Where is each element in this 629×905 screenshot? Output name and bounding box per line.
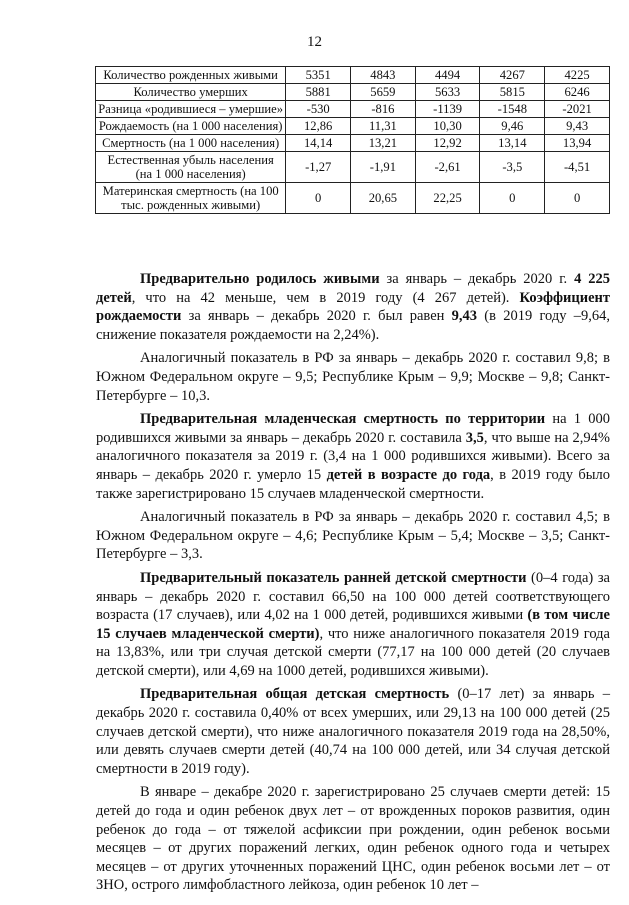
table-cell: 4843	[351, 67, 416, 84]
table-cell: 4494	[415, 67, 480, 84]
bold-phrase: (в том числе 15 случаев младенческой смерти)	[96, 607, 610, 642]
table-cell: 13,94	[545, 135, 610, 152]
table-cell: -1,91	[351, 152, 416, 183]
paragraph-early-child-mortality	[96, 569, 610, 681]
table-cell: -3,5	[480, 152, 545, 183]
table-row	[96, 84, 610, 101]
text-span: , что выше на 2,94% аналогичного показателя за 2019 г. (3,4 на 1 000 родившихся живыми). Всего за январь – декабрь 2020 г. умерло 15	[96, 429, 610, 483]
body-text	[96, 270, 610, 895]
table-cell: 5633	[415, 84, 480, 101]
table-cell: -816	[351, 101, 416, 118]
table-cell: 0	[286, 183, 351, 214]
table-cell: 12,86	[286, 118, 351, 135]
table-row	[96, 183, 610, 214]
table-cell: -2021	[545, 101, 610, 118]
table-cell: -1548	[480, 101, 545, 118]
statistics-table	[95, 66, 610, 214]
table-cell: -1139	[415, 101, 480, 118]
paragraph-death-causes: В январе – декабре 2020 г. зарегистрировано 25 случаев смерти детей: 15 детей до года и один ребенок двух лет – от врожденных пороков развития, один ребенок до года – от тяжелой асфиксии при рождении, один ребенок восьми месяцев – от других поражений легких, один ребенок одного года и четырех месяцев – от других уточненных поражений ЦНС, один ребенок восьми лет – от ЗНО, острого лимфобластного лейкоза, один ребенок 10 лет –	[96, 784, 610, 894]
text-span: (0–4 года) за январь – декабрь 2020 г. составил 66,50 на 100 000 детей соответствующего возраста (17 случаев), или 4,02 на 1 000 детей, родившихся живыми	[96, 569, 610, 624]
paragraph-birth-rate	[96, 270, 610, 344]
row-label: Разница «родившиеся – умершие»	[96, 101, 286, 118]
text-span: на 1 000 родившихся живыми за январь – декабрь 2020 г. составила	[96, 411, 610, 446]
table-cell: -1,27	[286, 152, 351, 183]
table-cell: 9,46	[480, 118, 545, 135]
table-cell: 13,14	[480, 135, 545, 152]
table-row	[96, 135, 610, 152]
row-label: Количество рожденных живыми	[96, 67, 286, 84]
table-cell: 22,25	[415, 183, 480, 214]
paragraph-infant-mortality-comparison: Аналогичный показатель в РФ за январь – декабрь 2020 г. составил 4,5; в Южном Федеральном округе – 4,6; Республике Крым – 5,4; Москве – 3,5; Санкт-Петербурге – 3,3.	[96, 509, 610, 563]
table-cell: 10,30	[415, 118, 480, 135]
paragraph-infant-mortality	[96, 410, 610, 503]
table-cell: 5659	[351, 84, 416, 101]
table-cell: 6246	[545, 84, 610, 101]
text-span: , что ниже аналогичного показателя 2019 года на 13,83%, или три случая детской смерти (77,17 на 100 000 детей (20 случаев детской смерти), или 4,69 на 1000 детей, родившихся живыми).	[96, 625, 610, 679]
table-row	[96, 67, 610, 84]
text-span: (0–17 лет) за январь – декабрь 2020 г. составила 0,40% от всех умерших, или 29,13 на 100 000 детей (25 случаев детской смерти), что ниже аналогичного показателя 2019 года на 28,50%, или девять случаев смерти детей (40,74 на 100 000 детей, или 34 случая детской смертности в 2019 году).	[96, 686, 610, 777]
table-cell: 13,21	[351, 135, 416, 152]
table-cell: 14,14	[286, 135, 351, 152]
text-span: (в 2019 году –9,64, снижение показателя рождаемости на 2,24%).	[96, 308, 610, 343]
bold-phrase: Предварительно родилось живыми	[140, 271, 380, 287]
bold-phrase: Предварительная младенческая смертность по территории	[140, 411, 546, 428]
table-cell: -2,61	[415, 152, 480, 183]
page-number: 12	[307, 34, 322, 50]
table-row	[96, 101, 610, 118]
table-row	[96, 118, 610, 135]
table-cell: 0	[480, 183, 545, 214]
bold-phrase: Коэффициент рождаемости	[96, 289, 610, 325]
text-span: , в 2019 году было также зарегистрировано 15 случаев младенческой смертности.	[96, 466, 611, 502]
bold-phrase: 3,5	[465, 429, 484, 446]
table-cell: 4225	[545, 67, 610, 84]
row-label: Естественная убыль населения (на 1 000 населения)	[96, 152, 286, 183]
table-row	[96, 152, 610, 183]
row-label: Количество умерших	[96, 84, 286, 101]
table-cell: -530	[286, 101, 351, 118]
paragraph-total-child-mortality	[96, 685, 610, 778]
paragraph-birth-rate-comparison: Аналогичный показатель в РФ за январь – декабрь 2020 г. составил 9,8; в Южном Федеральном округе – 9,5; Республике Крым – 9,9; Москве – 9,8; Санкт-Петербурге – 10,3.	[96, 350, 610, 404]
bold-phrase: Предварительный показатель ранней детской смертности	[140, 569, 527, 586]
text-span: за январь – декабрь 2020 г. был равен	[181, 308, 452, 325]
table-cell: 5815	[480, 84, 545, 101]
table-cell: -4,51	[545, 152, 610, 183]
table-cell: 0	[545, 183, 610, 214]
table-cell: 12,92	[415, 135, 480, 152]
table-cell: 5351	[286, 67, 351, 84]
text-span: , что на 42 меньше, чем в 2019 году (4 267 детей).	[131, 289, 520, 306]
bold-phrase: детей в возрасте до года	[326, 466, 491, 483]
row-label: Материнская смертность (на 100 тыс. рожденных живыми)	[96, 183, 286, 214]
row-label: Рождаемость (на 1 000 населения)	[96, 118, 286, 135]
table-cell: 9,43	[545, 118, 610, 135]
table-cell: 20,65	[351, 183, 416, 214]
bold-phrase: Предварительная общая детская смертность	[140, 686, 450, 703]
text-span: за январь – декабрь 2020 г.	[379, 271, 575, 287]
bold-phrase: 9,43	[451, 308, 478, 325]
row-label: Смертность (на 1 000 населения)	[96, 135, 286, 152]
bold-phrase: 4 225 детей	[96, 271, 610, 306]
table-cell: 4267	[480, 67, 545, 84]
table-cell: 5881	[286, 84, 351, 101]
table-cell: 11,31	[351, 118, 416, 135]
